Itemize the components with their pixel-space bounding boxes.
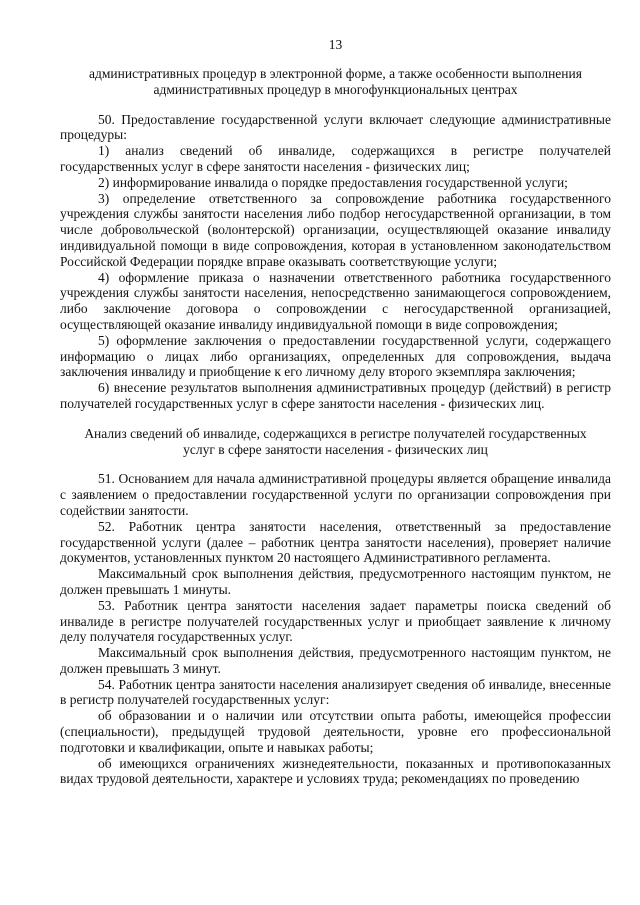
paragraph-54-limitations: об имеющихся ограничениях жизнедеятельности, показанных и противопоказанных видах трудовой деятельности, характере и условиях труда; рекомендациях по проведению bbox=[60, 755, 611, 787]
list-item-procedure-1: 1) анализ сведений об инвалиде, содержащихся в регистре получателей государственных услуг в сфере занятости населения - физических лиц; bbox=[60, 143, 611, 174]
paragraph-52: 52. Работник центра занятости населения, ответственный за предоставление государственной услуги (далее – работник центра занятости населения), проверяет наличие документов, установленных пунктом 20 настоящего Административного регламента. bbox=[60, 518, 611, 566]
section-heading-procedures bbox=[60, 66, 611, 98]
section-heading-analysis bbox=[60, 426, 611, 458]
page-number: 13 bbox=[328, 37, 343, 52]
document-body bbox=[60, 66, 611, 787]
document-page bbox=[60, 0, 611, 905]
heading-line: административных процедур в электронной форме, а также особенности выполнения bbox=[89, 66, 582, 81]
paragraph-52-deadline: Максимальный срок выполнения действия, предусмотренного настоящим пунктом, не должен превышать 1 минуты. bbox=[60, 566, 611, 597]
paragraph-50-intro: 50. Предоставление государственной услуги включает следующие административные процедуры: bbox=[60, 111, 611, 143]
heading-line: Анализ сведений об инвалиде, содержащихся в регистре получателей государственных bbox=[84, 425, 587, 441]
paragraph-54: 54. Работник центра занятости населения анализирует сведения об инвалиде, внесенные в регистр получателей государственных услуг: bbox=[60, 676, 611, 708]
paragraph-53-deadline: Максимальный срок выполнения действия, предусмотренного настоящим пунктом, не должен превышать 3 минут. bbox=[60, 645, 611, 676]
list-item-procedure-4: 4) оформление приказа о назначении ответственного работника государственного учреждения службы занятости населения, непосредственно занимающегося сопровождением, либо заключение договора о сопровождении с негосударственной организацией, осуществляющей оказание инвалиду индивидуальной помощи в виде сопровождения; bbox=[60, 269, 611, 332]
heading-line: услуг в сфере занятости населения - физических лиц bbox=[183, 441, 488, 457]
list-item-procedure-6: 6) внесение результатов выполнения административных процедур (действий) в регистр получателей государственных услуг в сфере занятости населения - физических лиц. bbox=[60, 380, 611, 411]
list-item-procedure-3: 3) определение ответственного за сопровождение работника государственного учреждения службы занятости населения либо подбор негосударственной организации, в том числе добровольческой (волонтерской) организации, осуществляющей оказание инвалиду индивидуальной помощи в виде сопровождения, которая в установленном законодательством Российской Федерации порядке вправе оказывать соответствующие услуги; bbox=[60, 190, 611, 269]
paragraph-53: 53. Работник центра занятости населения задает параметры поиска сведений об инвалиде в регистре получателей государственных услуг и приобщает заявление к личному делу получателя государственных услуг. bbox=[60, 597, 611, 645]
paragraph-54-education: об образовании и о наличии или отсутствии опыта работы, имеющейся профессии (специальности), предыдущей трудовой деятельности, уровне его профессиональной подготовки и квалификации, опыте и навыках работы; bbox=[60, 708, 611, 755]
paragraph-51: 51. Основанием для начала административной процедуры является обращение инвалида с заявлением о предоставлении государственной услуги по организации сопровождения при содействии занятости. bbox=[60, 471, 611, 518]
list-item-procedure-5: 5) оформление заключения о предоставлении государственной услуги, содержащего информацию о лицах либо организациях, определенных для сопровождения, выдача заключения инвалиду и приобщение к его личному делу второго экземпляра заключения; bbox=[60, 332, 611, 380]
heading-line: административных процедур в многофункциональных центрах bbox=[153, 81, 518, 97]
list-item-procedure-2: 2) информирование инвалида о порядке предоставления государственной услуги; bbox=[98, 174, 568, 190]
